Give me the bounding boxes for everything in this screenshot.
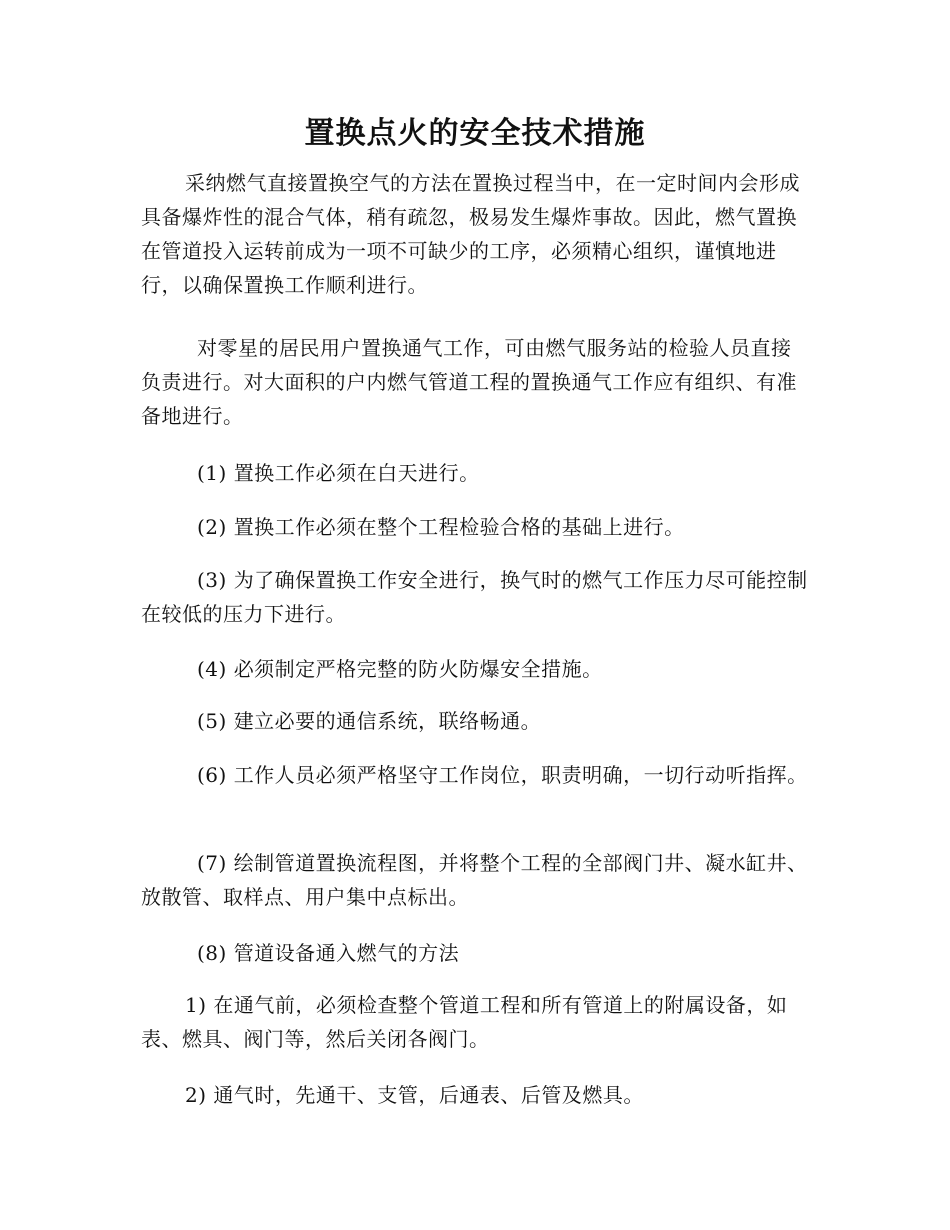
measure-item-3: (3) 为了确保置换工作安全进行，换气时的燃气工作压力尽可能控制在较低的压力下进行。 — [141, 568, 808, 626]
sub-step-1: 1) 在通气前，必须检查整个管道工程和所有管道上的附属设备，如表、燃具、阀门等，然后关闭各阀门。 — [141, 993, 788, 1051]
scope-paragraph: 对零星的居民用户置换通气工作，可由燃气服务站的检验人员直接负责进行。对大面积的户内燃气管道工程的置换通气工作应有组织、有准备地进行。 — [141, 336, 797, 428]
measure-item-1: (1) 置换工作必须在白天进行。 — [197, 461, 480, 485]
sub-step-2: 2) 通气时，先通干、支管，后通表、后管及燃具。 — [185, 1083, 644, 1107]
measure-item-5: (5) 建立必要的通信系统，联络畅通。 — [197, 709, 542, 733]
measure-item-2: (2) 置换工作必须在整个工程检验合格的基础上进行。 — [197, 515, 685, 539]
measure-item-6: (6) 工作人员必须严格坚守工作岗位，职责明确，一切行动听指挥。 — [197, 763, 808, 787]
measure-item-8: (8) 管道设备通入燃气的方法 — [197, 941, 460, 965]
measure-item-7: (7) 绘制管道置换流程图，并将整个工程的全部阀门井、凝水缸井、放散管、取样点、用户集中点标出。 — [141, 851, 808, 909]
measure-item-4: (4) 必须制定严格完整的防火防爆安全措施。 — [197, 657, 603, 681]
intro-paragraph: 采纳燃气直接置换空气的方法在置换过程当中，在一定时间内会形成具备爆炸性的混合气体，稍有疏忽，极易发生爆炸事故。因此，燃气置换在管道投入运转前成为一项不可缺少的工序，必须精心组织，谨慎地进行，以确保置换工作顺利进行。 — [141, 171, 800, 297]
page-title: 置换点火的安全技术措施 — [304, 116, 646, 151]
